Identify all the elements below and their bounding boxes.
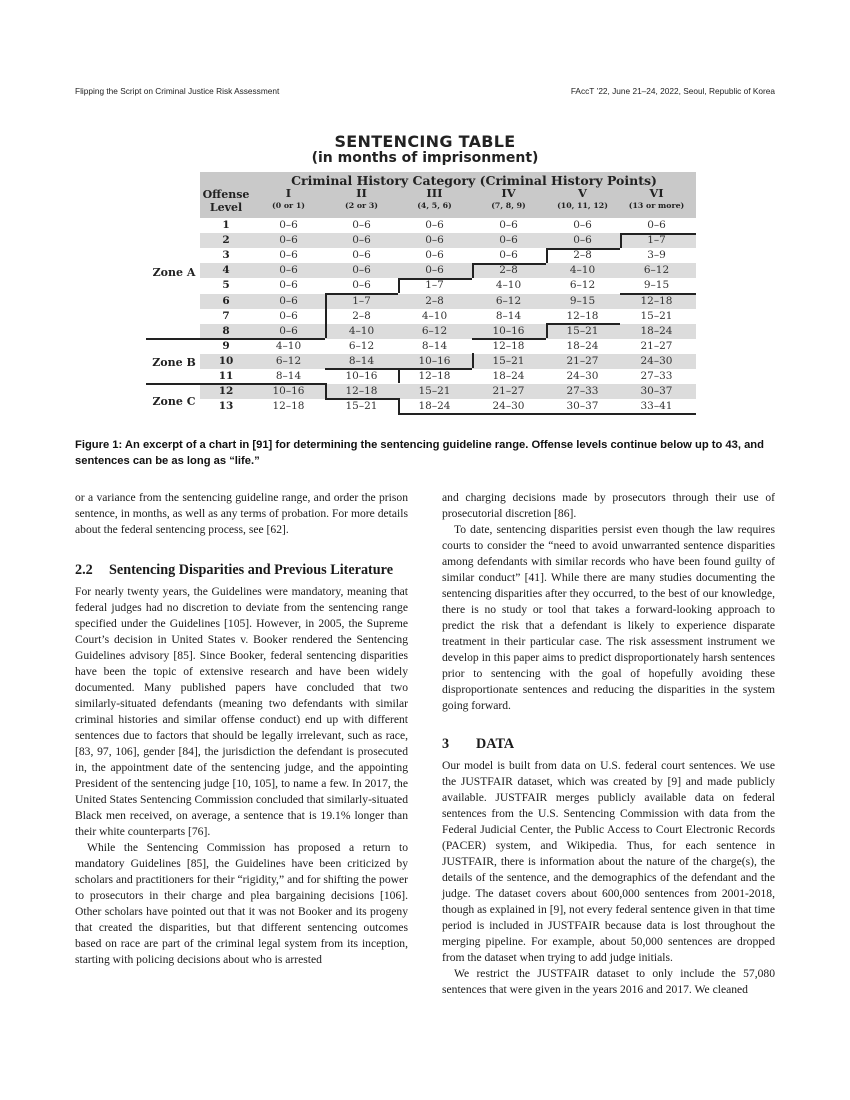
category-header: Criminal History Category (Criminal History Points) xyxy=(291,173,657,188)
table-cell: 30–37 xyxy=(566,400,599,413)
table-cell: 8–14 xyxy=(421,339,448,352)
zone-boundary-line xyxy=(325,383,327,398)
table-cell: 2–8 xyxy=(573,249,592,262)
offense-level: 12 xyxy=(218,385,234,398)
table-cell: 0–6 xyxy=(647,219,666,231)
table-cell: 21–27 xyxy=(640,339,673,352)
table-cell: 0–6 xyxy=(573,219,592,231)
table-cell: 12–18 xyxy=(345,385,378,398)
table-cell: 6–12 xyxy=(275,354,302,367)
offense-level: 13 xyxy=(218,400,234,413)
table-cell: 0–6 xyxy=(352,234,371,247)
figure-subtitle: (in months of imprisonment) xyxy=(311,150,539,166)
zone-b-label: Zone B xyxy=(152,356,196,369)
table-cell: 21–27 xyxy=(492,385,525,398)
zone-boundary-line xyxy=(398,278,472,280)
section-title: DATA xyxy=(476,736,515,752)
table-cell: 27–33 xyxy=(566,385,599,398)
table-cell: 0–6 xyxy=(352,249,371,262)
left-column xyxy=(75,490,408,968)
table-cell: 10–16 xyxy=(418,354,451,367)
table-cell: 2–8 xyxy=(425,294,444,307)
table-row xyxy=(200,339,696,354)
column-points: (7, 8, 9) xyxy=(491,201,526,210)
paragraph: Our model is built from data on U.S. federal court sentences. We use the JUSTFAIR dataset, which was created by [9] and made publicly available. JUSTFAIR merges publicly available data on federal sentences from the U.S. Sentencing Commission with data from the Federal Judicial Center, the Public Access to Court Electronic Records (PACER) system, and Wikipedia. Thus, for each sentence in JUSTFAIR, there is information about the nature of the charge(s), the details of the sentence, and the demographics of the defendant and the judge. The dataset covers about 600,000 sentences from 2001-2018, though as explained in [9], not every federal sentence given in that time period is included in JUSTFAIR because data is lost throughout the merging pipeline. For example, about 50,000 sentences are dropped from the dataset when trying to add judge initials. xyxy=(442,759,775,964)
zone-boundary-line xyxy=(325,368,398,370)
zone-boundary-line xyxy=(398,368,400,383)
table-cell: 4–10 xyxy=(495,279,522,292)
zone-boundary-line xyxy=(398,413,696,415)
zone-boundary-line xyxy=(620,293,696,295)
paragraph: While the Sentencing Commission has proposed a return to mandatory Guidelines [85], the Guidelines have been criticized by scholars and practitioners for their “rigidity,” and for shifting the power to prosecutors in their charge and plea bargaining decisions [106]. Other scholars have pointed out that it was not Booker and its progeny that created the disparities, but that different sentencing outcomes based on race are part of the criminal legal system from its inception, starting with policing decisions about who is arrested xyxy=(75,841,408,966)
table-cell: 0–6 xyxy=(352,279,371,292)
offense-level: 7 xyxy=(222,309,230,322)
offense-level: 6 xyxy=(222,294,230,307)
table-cell: 3–9 xyxy=(647,249,666,262)
table-row xyxy=(200,263,696,278)
table-cell: 18–24 xyxy=(492,370,525,382)
table-cell: 0–6 xyxy=(499,234,518,247)
zone-b-bracket xyxy=(146,383,200,385)
table-cell: 0–6 xyxy=(279,249,298,262)
table-cell: 33–41 xyxy=(640,400,673,413)
table-cell: 0–6 xyxy=(279,234,298,247)
zone-boundary-line xyxy=(200,383,325,385)
section-title: Sentencing Disparities and Previous Literature xyxy=(109,562,394,578)
table-cell: 0–6 xyxy=(425,249,444,262)
column-roman: III xyxy=(426,186,443,200)
offense-level: 9 xyxy=(222,339,230,352)
section-number: 3 xyxy=(442,736,450,752)
column-roman: I xyxy=(285,186,292,200)
table-cell: 18–24 xyxy=(418,400,451,413)
table-cell: 8–14 xyxy=(275,370,302,382)
section-heading-3 xyxy=(442,735,775,754)
table-cell: 0–6 xyxy=(499,249,518,262)
table-cell: 12–18 xyxy=(272,400,305,413)
column-header xyxy=(620,187,693,212)
offense-level: 1 xyxy=(222,219,230,231)
table-row xyxy=(200,218,696,233)
table-cell: 0–6 xyxy=(279,264,298,277)
zone-boundary-line xyxy=(398,368,472,370)
table-cell: 6–12 xyxy=(569,279,596,292)
table-cell: 24–30 xyxy=(492,400,525,413)
table-cell: 0–6 xyxy=(425,264,444,277)
table-cell: 0–6 xyxy=(279,309,298,322)
table-row xyxy=(200,233,696,248)
table-cell: 4–10 xyxy=(275,339,302,352)
column-points: (10, 11, 12) xyxy=(557,201,608,210)
table-cell: 10–16 xyxy=(492,324,525,337)
zone-boundary-line xyxy=(620,233,622,248)
figure-title: SENTENCING TABLE xyxy=(334,132,516,151)
table-cell: 0–6 xyxy=(425,234,444,247)
zone-a-bracket xyxy=(146,338,200,340)
table-cell: 30–37 xyxy=(640,385,673,398)
table-cell: 21–27 xyxy=(566,354,599,367)
zone-boundary-line xyxy=(546,323,620,325)
table-row xyxy=(200,324,696,339)
table-row xyxy=(200,248,696,263)
paragraph: For nearly twenty years, the Guidelines were mandatory, meaning that federal judges had no discretion to deviate from the sentencing range specified under the Guidelines [105]. However, in 2005, the Supreme Court’s decision in United States v. Booker rendered the Sentencing Guidelines advisory [85]. Since Booker, federal sentencing disparities have been the topic of extensive research and have been widely documented. Many published papers have concluded that two similarly-situated defendants (meaning two defendants with similar criminal histories and similar offense conduct) end up with different sentences due to factors that should be legally irrelevant, such as race, [83, 97, 106], gender [84], the jurisdiction the defendant is prosecuted in, the appointment date of the sentencing judge, and the appointing President of the sentencing judge [10, 105], to name a few. In 2017, the United States Sentencing Commission concluded that similarly-situated Black men received, on average, a sentence that is 19.1% longer than their white counterparts [76]. xyxy=(75,585,408,838)
column-header xyxy=(472,187,545,212)
zone-boundary-line xyxy=(546,248,548,263)
table-cell: 1–7 xyxy=(425,279,444,292)
table-cell: 4–10 xyxy=(421,309,448,322)
column-points: (2 or 3) xyxy=(345,201,378,210)
table-cell: 12–18 xyxy=(566,309,599,322)
table-cell: 8–14 xyxy=(348,354,375,367)
offense-level: 4 xyxy=(222,264,230,277)
table-cell: 4–10 xyxy=(348,324,375,337)
zone-boundary-line xyxy=(398,278,400,293)
column-points: (4, 5, 6) xyxy=(417,201,452,210)
table-cell: 18–24 xyxy=(566,339,599,352)
paragraph: or a variance from the sentencing guideline range, and order the prison sentence, in months, as well as any terms of probation. For more details about the federal sentencing process, see [62]. xyxy=(75,491,408,536)
table-cell: 0–6 xyxy=(279,294,298,307)
offense-level-header: Offense Level xyxy=(202,188,250,214)
column-roman: VI xyxy=(649,186,664,200)
offense-level: 8 xyxy=(222,324,230,337)
running-head xyxy=(75,86,775,98)
zone-boundary-line xyxy=(325,293,398,295)
figure-caption: Figure 1: An excerpt of a chart in [91] for determining the sentencing guideline range. Offense levels continue below up to 43, and sentences can be as long as “life.” xyxy=(75,439,764,467)
table-cell: 9–15 xyxy=(643,279,670,292)
offense-level: 5 xyxy=(222,279,230,292)
table-cell: 0–6 xyxy=(279,324,298,337)
zone-boundary-line xyxy=(472,263,546,265)
column-roman: V xyxy=(578,186,587,200)
table-cell: 8–14 xyxy=(495,309,522,322)
column-points: (13 or more) xyxy=(628,201,685,210)
table-cell: 6–12 xyxy=(495,294,522,307)
column-points: (0 or 1) xyxy=(272,201,305,210)
table-cell: 6–12 xyxy=(421,324,448,337)
table-cell: 18–24 xyxy=(640,324,673,337)
column-header xyxy=(252,187,325,212)
table-cell: 24–30 xyxy=(566,370,599,382)
zone-a-label: Zone A xyxy=(152,266,196,279)
table-cell: 4–10 xyxy=(569,264,596,277)
zone-c-label: Zone C xyxy=(152,395,196,408)
offense-level: 3 xyxy=(222,249,230,262)
section-heading-2-2 xyxy=(75,561,408,580)
table-row xyxy=(200,399,696,414)
table-row xyxy=(200,384,696,399)
table-cell: 0–6 xyxy=(425,219,444,231)
table-row xyxy=(200,278,696,293)
table-cell: 2–8 xyxy=(352,309,371,322)
table-cell: 10–16 xyxy=(272,385,305,398)
table-cell: 12–18 xyxy=(418,370,451,382)
zone-boundary-line xyxy=(325,398,398,400)
table-cell: 0–6 xyxy=(352,264,371,277)
running-head-venue: FAccT ’22, June 21–24, 2022, Seoul, Republic of Korea xyxy=(570,86,775,96)
zone-boundary-line xyxy=(546,248,620,250)
table-row xyxy=(200,369,696,384)
table-cell: 6–12 xyxy=(643,264,670,277)
table-cell: 15–21 xyxy=(566,324,599,337)
column-header xyxy=(398,187,471,212)
figure-sentencing-table xyxy=(150,130,700,420)
right-column xyxy=(442,490,775,998)
zone-boundary-line xyxy=(620,233,696,235)
table-cell: 12–18 xyxy=(492,339,525,352)
offense-level: 2 xyxy=(222,234,230,247)
table-cell: 6–12 xyxy=(348,339,375,352)
offense-level: 10 xyxy=(218,354,234,367)
zone-boundary-line xyxy=(472,263,474,278)
table-cell: 2–8 xyxy=(499,264,518,277)
table-cell: 0–6 xyxy=(352,219,371,231)
table-cell: 15–21 xyxy=(418,385,451,398)
table-cell: 10–16 xyxy=(345,370,378,382)
running-head-title: Flipping the Script on Criminal Justice Risk Assessment xyxy=(75,86,280,96)
table-cell: 15–21 xyxy=(640,309,673,322)
table-cell: 15–21 xyxy=(492,354,525,367)
zone-boundary-line xyxy=(546,323,548,338)
zone-boundary-line xyxy=(472,338,546,340)
table-cell: 1–7 xyxy=(647,234,666,247)
table-cell: 1–7 xyxy=(352,294,371,307)
zone-boundary-line xyxy=(325,293,327,338)
table-cell: 0–6 xyxy=(573,234,592,247)
table-row xyxy=(200,309,696,324)
column-header xyxy=(325,187,398,212)
column-roman: IV xyxy=(501,186,516,200)
zone-boundary-line xyxy=(200,338,325,340)
zone-boundary-line xyxy=(472,353,474,368)
table-cell: 0–6 xyxy=(279,279,298,292)
table-row xyxy=(200,354,696,369)
table-cell: 0–6 xyxy=(279,219,298,231)
table-cell: 24–30 xyxy=(640,354,673,367)
zone-boundary-line xyxy=(398,398,400,413)
section-number: 2.2 xyxy=(75,562,93,578)
table-cell: 27–33 xyxy=(640,370,673,382)
paragraph: To date, sentencing disparities persist even though the law requires courts to consider the “need to avoid unwarranted sentence disparities among defendants with similar records who have been found guilty of similar conduct” [41]. While there are many studies documenting the sentencing disparities after they occurred, to the best of our knowledge, there is no study or tool that takes a forward-looking approach to predict the risk that a defendant is likely to experience disparate treatment in their particular case. The risk assessment instrument we develop in this paper aims to predict disproportionately harsh sentences prior to sentencing with the goal of hopefully avoiding these disproportionate sentences and reducing the disparities in the system going forward. xyxy=(442,523,775,712)
paragraph: We restrict the JUSTFAIR dataset to only include the 57,080 sentences that were given in the years 2016 and 2017. We cleaned xyxy=(442,967,775,996)
offense-level: 11 xyxy=(218,370,234,382)
column-header xyxy=(546,187,619,212)
sentencing-table xyxy=(152,172,696,420)
table-cell: 12–18 xyxy=(640,294,673,307)
table-row xyxy=(200,294,696,309)
column-roman: II xyxy=(356,186,367,200)
table-cell: 0–6 xyxy=(499,219,518,231)
table-cell: 9–15 xyxy=(569,294,596,307)
table-cell: 15–21 xyxy=(345,400,378,413)
paragraph: and charging decisions made by prosecutors through their use of prosecutorial discretion [86]. xyxy=(442,491,775,520)
